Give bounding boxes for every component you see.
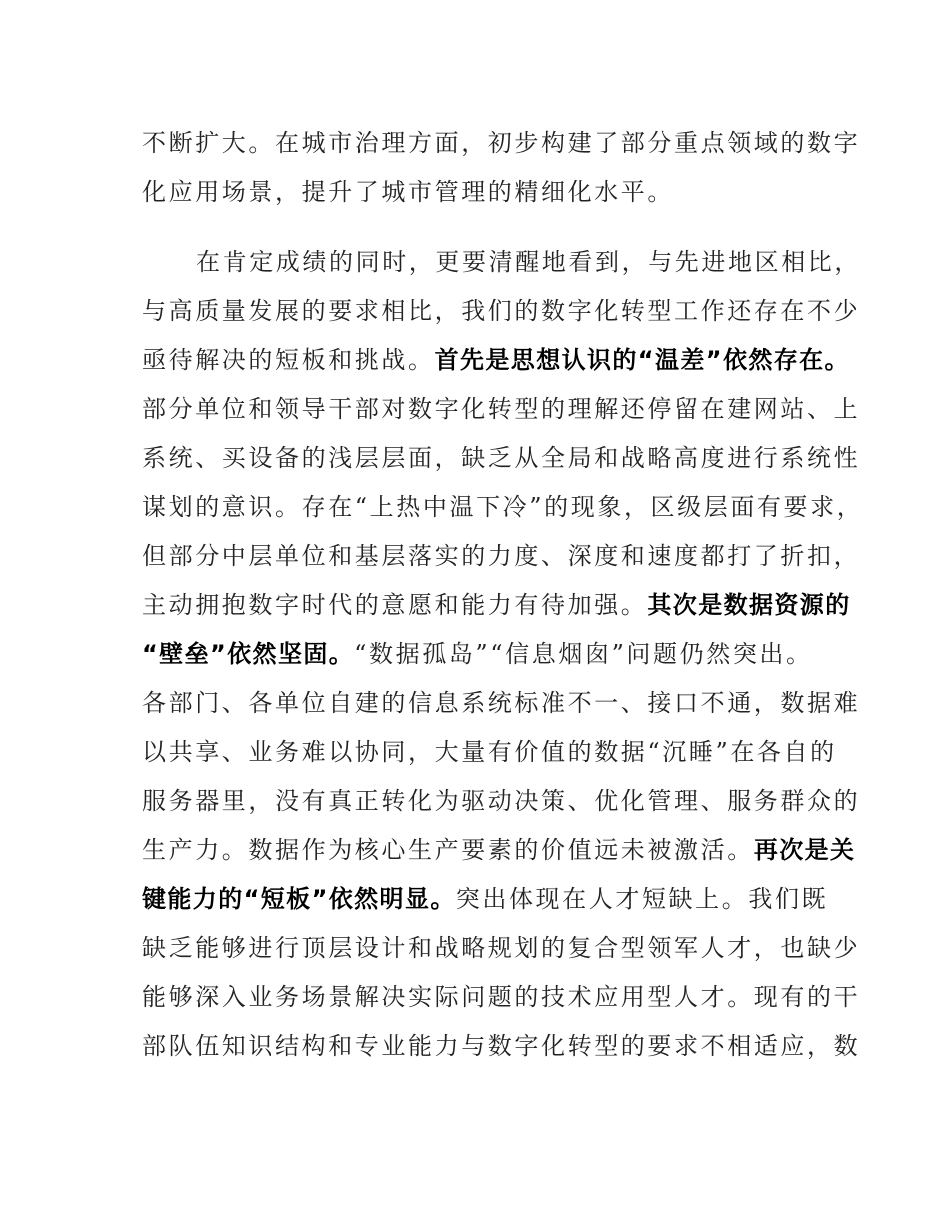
text-line [142,777,860,826]
body-text: 生产力。数据作为核心生产要素的价值远未被激活。 [142,836,754,864]
body-text: 服务器里，没有真正转化为驱动决策、优化管理、服务群众的 [142,787,861,815]
text-line [142,119,860,168]
body-text: 主动拥抱数字时代的意愿和能力有待加强。 [142,591,648,619]
bold-text: 首先是思想认识的“温差”依然存在。 [434,346,850,374]
text-line [142,875,828,924]
text-line [142,483,863,532]
text-line [142,336,850,385]
text-line [142,1022,860,1071]
body-text: 以共享、业务难以协同，大量有价值的数据“沉睡”在各自的 [142,738,837,766]
text-line [142,532,860,581]
body-text: 谋划的意识。存在“上热中温下冷”的现象，区级层面有要求， [142,493,864,521]
body-text: 突出体现在人才短缺上。我们既 [455,885,829,913]
body-text: 能够深入业务场景解决实际问题的技术应用型人才。现有的干 [142,983,861,1011]
bold-text: 其次是数据资源的 [647,591,851,619]
body-text: 各部门、各单位自建的信息系统标准不一、接口不通，数据难 [142,689,861,717]
text-line [142,679,860,728]
body-text: 系统、买设备的浅层层面，缺乏从全局和战略高度进行系统性 [142,444,861,472]
text-line [142,238,861,287]
text-line [142,630,813,679]
body-text: 部队伍知识结构和专业能力与数字化转型的要求不相适应，数 [142,1032,861,1060]
text-line [142,287,860,336]
body-text: 在肯定成绩的同时，更要清醒地看到，与先进地区相比， [196,248,861,276]
body-text: 与高质量发展的要求相比，我们的数字化转型工作还存在不少 [142,297,861,325]
text-line [142,826,855,875]
text-line [142,924,860,973]
text-line [142,728,837,777]
body-text: 但部分中层单位和基层落实的力度、深度和速度都打了折扣， [142,542,861,570]
text-line [142,581,851,630]
text-line [142,973,860,1022]
body-text: 化应用场景，提升了城市管理的精细化水平。 [142,178,674,206]
text-line [142,385,860,434]
body-text: 不断扩大。在城市治理方面，初步构建了部分重点领域的数字 [142,129,861,157]
bold-text: “壁垒”依然坚固。 [142,640,355,668]
text-line [142,434,860,483]
text-line [142,168,674,217]
body-text: 缺乏能够进行顶层设计和战略规划的复合型领军人才，也缺少 [142,934,861,962]
bold-text: 键能力的“短板”依然明显。 [142,885,456,913]
body-text: 亟待解决的短板和挑战。 [142,346,435,374]
body-text: “数据孤岛”“信息烟囱”问题仍然突出。 [354,640,813,668]
body-text: 部分单位和领导干部对数字化转型的理解还停留在建网站、上 [142,395,861,423]
bold-text: 再次是关 [753,836,856,864]
